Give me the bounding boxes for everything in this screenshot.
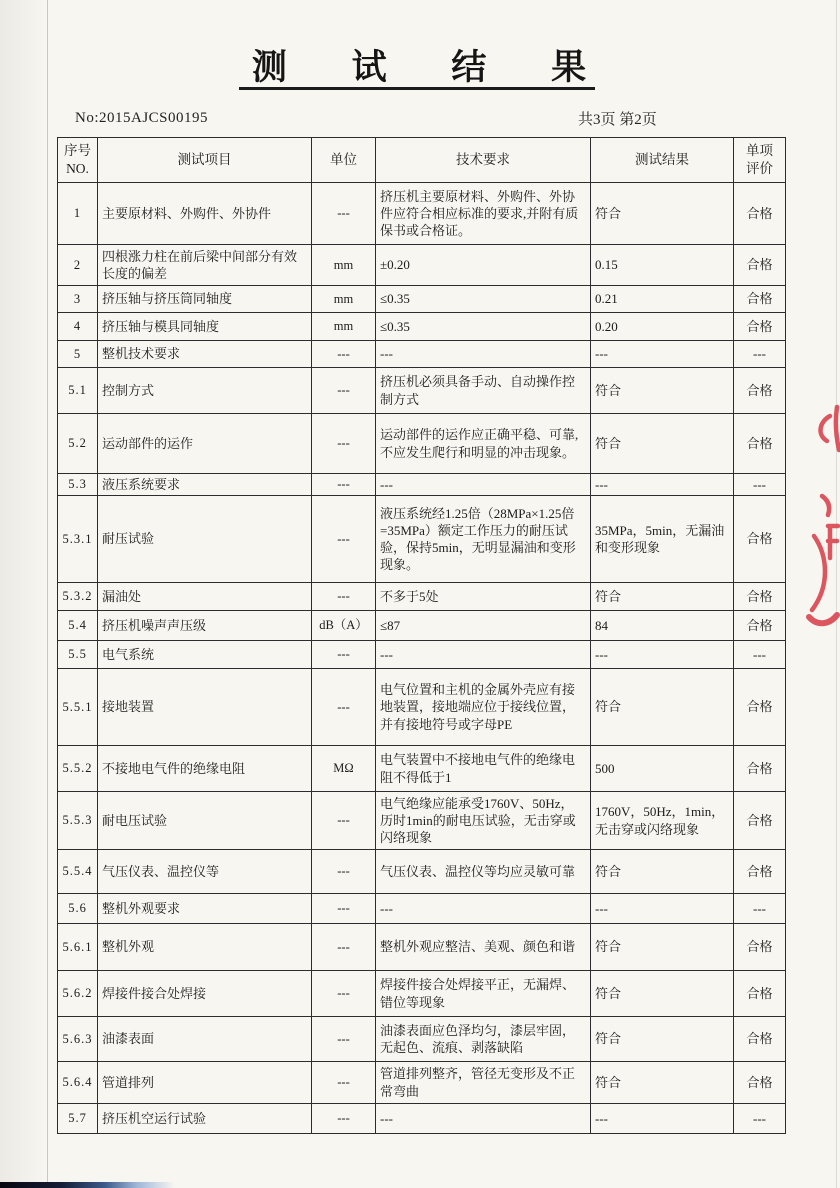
column-header-label: 测试结果: [635, 152, 689, 168]
cell-requirement: 挤压机主要原材料、外购件、外协件应符合相应标准的要求,并附有质保书或合格证。: [376, 183, 591, 245]
cell-no: 5.6.3: [58, 1017, 98, 1062]
cell-evaluation: 合格: [734, 183, 786, 245]
cell-requirement: ≤0.35: [376, 313, 591, 341]
cell-result: 0.21: [591, 286, 734, 313]
table-row: [58, 1062, 786, 1104]
cell-evaluation: 合格: [734, 414, 786, 474]
cell-result: ---: [591, 894, 734, 924]
cell-evaluation: ---: [734, 474, 786, 496]
column-header-label: 评价: [746, 161, 773, 176]
cell-result: ---: [591, 1104, 734, 1134]
cell-no: 5.5: [58, 641, 98, 669]
cell-evaluation: 合格: [734, 1017, 786, 1062]
cell-unit: ---: [312, 641, 376, 669]
column-header-label: 单项: [746, 143, 773, 159]
cell-evaluation: 合格: [734, 1062, 786, 1104]
cell-item: 运动部件的运作: [98, 414, 312, 474]
cell-item: 油漆表面: [98, 1017, 312, 1062]
cell-requirement: ---: [376, 1104, 591, 1134]
cell-requirement: 电气装置中不接地电气件的绝缘电阻不得低于1: [376, 746, 591, 792]
cell-requirement: 不多于5处: [376, 583, 591, 611]
cell-item: 主要原材料、外购件、外协件: [98, 183, 312, 245]
cell-no: 5.6.4: [58, 1062, 98, 1104]
cell-result: ---: [591, 641, 734, 669]
cell-evaluation: ---: [734, 641, 786, 669]
cell-result: 符合: [591, 183, 734, 245]
cell-result: 符合: [591, 1017, 734, 1062]
cell-result: 84: [591, 611, 734, 641]
cell-evaluation: 合格: [734, 496, 786, 583]
cell-unit: ---: [312, 924, 376, 971]
cell-requirement: ---: [376, 641, 591, 669]
cell-result: 符合: [591, 669, 734, 746]
cell-evaluation: 合格: [734, 792, 786, 850]
report-number: No:2015AJCS00195: [75, 110, 209, 126]
cell-item: 挤压轴与挤压筒同轴度: [98, 286, 312, 313]
cell-item: 耐电压试验: [98, 792, 312, 850]
cell-item: 挤压机噪声声压级: [98, 611, 312, 641]
scan-left-shadow: [0, 0, 48, 1188]
cell-item: 漏油处: [98, 583, 312, 611]
cell-no: 2: [58, 245, 98, 286]
cell-result: 500: [591, 746, 734, 792]
table-row: [58, 641, 786, 669]
table-row: [58, 924, 786, 971]
table-row: [58, 583, 786, 611]
cell-requirement: 液压系统经1.25倍（28MPa×1.25倍=35MPa）额定工作压力的耐压试验，保持5min，无明显漏油和变形现象。: [376, 496, 591, 583]
table-row: [58, 474, 786, 496]
cell-no: 5.5.1: [58, 669, 98, 746]
cell-result: 符合: [591, 1062, 734, 1104]
cell-evaluation: 合格: [734, 245, 786, 286]
cell-unit: ---: [312, 368, 376, 414]
cell-evaluation: 合格: [734, 746, 786, 792]
cell-no: 5.3.2: [58, 583, 98, 611]
cell-unit: MΩ: [312, 746, 376, 792]
cell-unit: ---: [312, 1017, 376, 1062]
cell-requirement: 气压仪表、温控仪等均应灵敏可靠: [376, 850, 591, 894]
cell-unit: ---: [312, 850, 376, 894]
cell-requirement: ≤87: [376, 611, 591, 641]
table-row: [58, 313, 786, 341]
table-row: [58, 611, 786, 641]
cell-no: 5.5.4: [58, 850, 98, 894]
cell-evaluation: ---: [734, 894, 786, 924]
cell-evaluation: 合格: [734, 313, 786, 341]
cell-item: 整机外观要求: [98, 894, 312, 924]
cell-unit: ---: [312, 1062, 376, 1104]
column-header-result: [591, 138, 734, 183]
cell-item: 挤压轴与模具同轴度: [98, 313, 312, 341]
table-body: [58, 183, 786, 1134]
cell-item: 气压仪表、温控仪等: [98, 850, 312, 894]
table-row: [58, 1104, 786, 1134]
cell-requirement: 挤压机必须具备手动、自动操作控制方式: [376, 368, 591, 414]
table-row: [58, 414, 786, 474]
table-row: [58, 669, 786, 746]
column-header-requirement: [376, 138, 591, 183]
cell-unit: ---: [312, 496, 376, 583]
cell-unit: mm: [312, 245, 376, 286]
cell-item: 耐压试验: [98, 496, 312, 583]
cell-evaluation: 合格: [734, 669, 786, 746]
cell-no: 5.6.2: [58, 971, 98, 1017]
cell-requirement: 电气绝缘应能承受1760V、50Hz，历时1min的耐电压试验，无击穿或闪络现象: [376, 792, 591, 850]
test-results-table: [57, 137, 786, 1134]
cell-unit: ---: [312, 1104, 376, 1134]
column-header-label: 序号: [64, 143, 91, 159]
cell-unit: mm: [312, 313, 376, 341]
cell-requirement: 运动部件的运作应正确平稳、可靠,不应发生爬行和明显的冲击现象。: [376, 414, 591, 474]
cell-item: 焊接件接合处焊接: [98, 971, 312, 1017]
cell-unit: ---: [312, 669, 376, 746]
table-row: [58, 496, 786, 583]
cell-item: 电气系统: [98, 641, 312, 669]
cell-item: 不接地电气件的绝缘电阻: [98, 746, 312, 792]
cell-unit: mm: [312, 286, 376, 313]
red-seal-stamp: [806, 404, 840, 636]
cell-item: 整机技术要求: [98, 341, 312, 368]
cell-no: 1: [58, 183, 98, 245]
cell-item: 挤压机空运行试验: [98, 1104, 312, 1134]
cell-result: ---: [591, 474, 734, 496]
cell-unit: ---: [312, 414, 376, 474]
table-row: [58, 1017, 786, 1062]
cell-result: 0.15: [591, 245, 734, 286]
table-row: [58, 245, 786, 286]
cell-no: 5.1: [58, 368, 98, 414]
cell-item: 整机外观: [98, 924, 312, 971]
cell-requirement: ---: [376, 474, 591, 496]
cell-result: ---: [591, 341, 734, 368]
cell-result: 35MPa，5min，无漏油和变形现象: [591, 496, 734, 583]
table-row: [58, 368, 786, 414]
cell-unit: ---: [312, 894, 376, 924]
cell-requirement: 焊接件接合处焊接平正，无漏焊、错位等现象: [376, 971, 591, 1017]
cell-no: 4: [58, 313, 98, 341]
cell-result: 符合: [591, 971, 734, 1017]
cell-evaluation: 合格: [734, 971, 786, 1017]
cell-unit: ---: [312, 792, 376, 850]
column-header-item: [98, 138, 312, 183]
column-header-evaluation: [734, 138, 786, 183]
cell-no: 5.5.2: [58, 746, 98, 792]
cell-unit: ---: [312, 971, 376, 1017]
cell-no: 5.5.3: [58, 792, 98, 850]
cell-result: 符合: [591, 414, 734, 474]
cell-no: 5.3: [58, 474, 98, 496]
cell-result: 符合: [591, 583, 734, 611]
cell-result: 符合: [591, 850, 734, 894]
cell-evaluation: ---: [734, 341, 786, 368]
cell-requirement: 电气位置和主机的金属外壳应有接地装置，接地端应位于接线位置，并有接地符号或字母PE: [376, 669, 591, 746]
table-row: [58, 183, 786, 245]
cell-result: 0.20: [591, 313, 734, 341]
cell-item: 接地装置: [98, 669, 312, 746]
table-header-row: [58, 138, 786, 183]
column-header-label: 技术要求: [456, 152, 510, 168]
cell-no: 5.4: [58, 611, 98, 641]
table-row: [58, 792, 786, 850]
cell-evaluation: 合格: [734, 611, 786, 641]
column-header-no: [58, 138, 98, 183]
cell-no: 5.3.1: [58, 496, 98, 583]
table-row: [58, 971, 786, 1017]
table-row: [58, 746, 786, 792]
column-header-label: 测试项目: [177, 152, 232, 168]
table-row: [58, 286, 786, 313]
cell-no: 5: [58, 341, 98, 368]
cell-requirement: 管道排列整齐，管径无变形及不正常弯曲: [376, 1062, 591, 1104]
table-header: [58, 138, 786, 183]
page-title: 测 试 结 果: [251, 48, 589, 87]
cell-unit: ---: [312, 583, 376, 611]
cell-evaluation: 合格: [734, 286, 786, 313]
column-header-label: 单位: [330, 152, 357, 168]
cell-no: 5.7: [58, 1104, 98, 1134]
cell-unit: dB（A）: [312, 611, 376, 641]
cell-item: 控制方式: [98, 368, 312, 414]
cell-requirement: 整机外观应整洁、美观、颜色和谐: [376, 924, 591, 971]
cell-item: 液压系统要求: [98, 474, 312, 496]
table-row: [58, 341, 786, 368]
title-underline: [239, 87, 595, 90]
cell-requirement: ≤0.35: [376, 286, 591, 313]
cell-no: 5.2: [58, 414, 98, 474]
column-header-unit: [312, 138, 376, 183]
cell-requirement: 油漆表面应色泽均匀，漆层牢固，无起色、流痕、剥落缺陷: [376, 1017, 591, 1062]
scan-bottom-artifact: [0, 1182, 175, 1188]
cell-result: 符合: [591, 924, 734, 971]
cell-result: 符合: [591, 368, 734, 414]
cell-no: 5.6.1: [58, 924, 98, 971]
cell-item: 四根涨力柱在前后梁中间部分有效长度的偏差: [98, 245, 312, 286]
table-row: [58, 894, 786, 924]
cell-evaluation: ---: [734, 1104, 786, 1134]
cell-evaluation: 合格: [734, 368, 786, 414]
cell-result: 1760V，50Hz，1min，无击穿或闪络现象: [591, 792, 734, 850]
cell-no: 5.6: [58, 894, 98, 924]
cell-unit: ---: [312, 474, 376, 496]
cell-evaluation: 合格: [734, 924, 786, 971]
cell-item: 管道排列: [98, 1062, 312, 1104]
table-row: [58, 850, 786, 894]
cell-requirement: ---: [376, 894, 591, 924]
column-header-label: NO.: [66, 161, 89, 176]
page-indicator: 共3页 第2页: [578, 112, 657, 128]
cell-requirement: ---: [376, 341, 591, 368]
cell-requirement: ±0.20: [376, 245, 591, 286]
cell-evaluation: 合格: [734, 850, 786, 894]
cell-unit: ---: [312, 183, 376, 245]
cell-evaluation: 合格: [734, 583, 786, 611]
cell-unit: ---: [312, 341, 376, 368]
cell-no: 3: [58, 286, 98, 313]
